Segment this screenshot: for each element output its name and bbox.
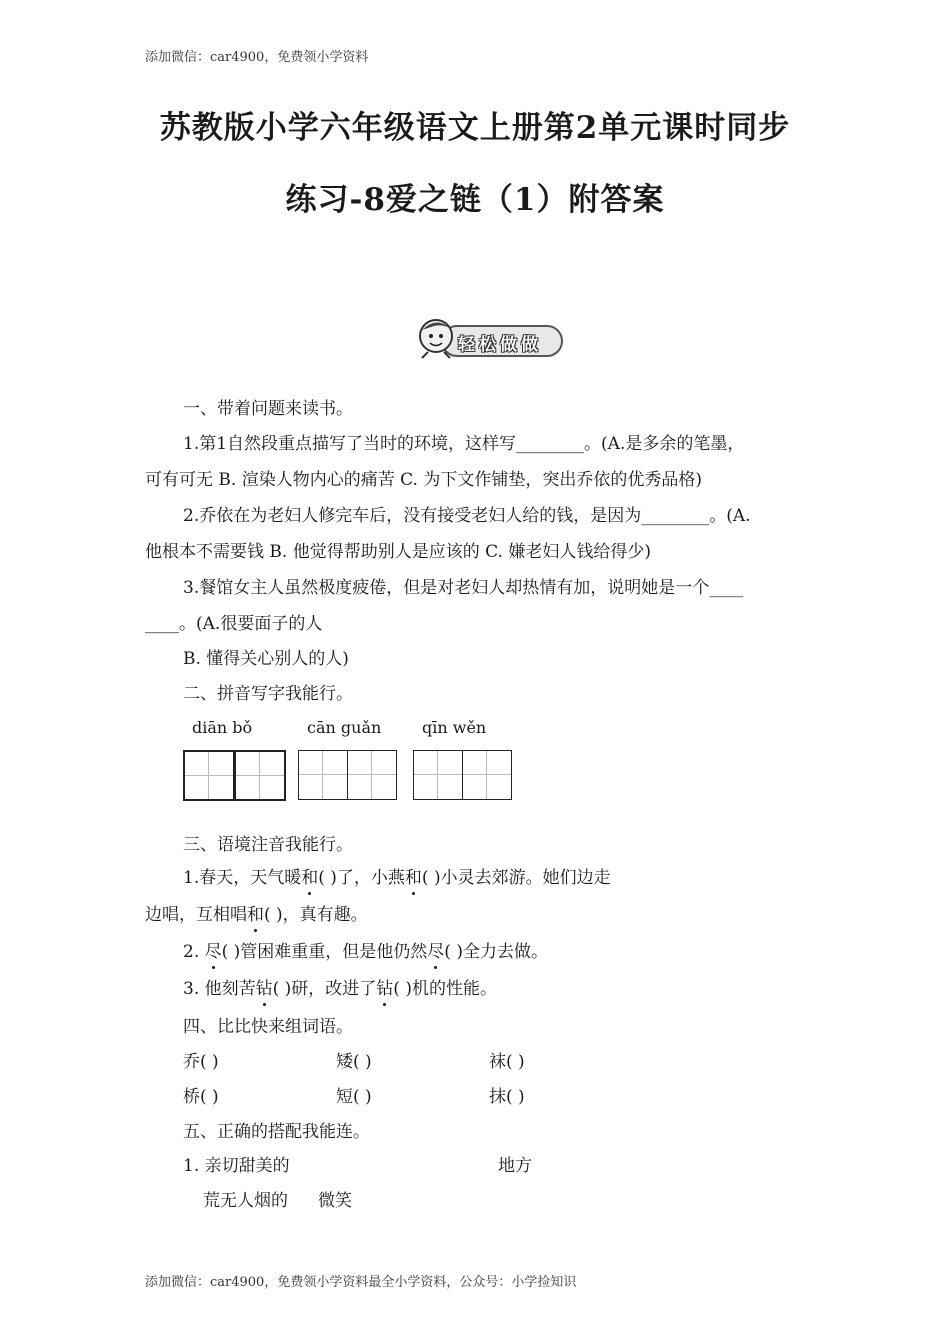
writing-grid-3: [413, 750, 512, 800]
word-item: 桥( ): [183, 1087, 219, 1107]
dotted-char: 钻: [255, 979, 273, 999]
section-badge: [412, 316, 564, 360]
match-left-1[interactable]: 1. 亲切甜美的: [183, 1156, 290, 1176]
match-left-2[interactable]: 荒无人烟的: [203, 1191, 288, 1211]
match-right-1[interactable]: 地方: [498, 1156, 532, 1176]
section1-heading: 一、带着问题来读书。: [183, 399, 353, 419]
writing-grid-2: [298, 750, 397, 800]
word-item: 矮( ): [336, 1052, 372, 1072]
s3-sentence3: 3. 他刻苦钻( )研，改进了钻( )机的性能。: [183, 979, 497, 999]
dotted-char: 尽: [204, 942, 222, 962]
section4-heading: 四、比比快来组词语。: [183, 1017, 353, 1037]
badge-label: 轻松做做: [458, 335, 542, 355]
word-item: 袜( ): [489, 1052, 525, 1072]
section3-heading: 三、语境注音我能行。: [183, 835, 353, 855]
section5-heading: 五、正确的搭配我能连。: [183, 1122, 370, 1142]
q1-line1: 1.第1自然段重点描写了当时的环境，这样写________。(A.是多余的笔墨，: [183, 434, 745, 454]
writing-grid-1: [183, 750, 286, 801]
s3-sentence1: 1.春天，天气暖和( )了，小燕和( )小灵去郊游。她们边走: [183, 868, 611, 888]
pinyin-1: diān bǒ: [192, 718, 253, 737]
match-right-2[interactable]: 微笑: [318, 1191, 352, 1211]
writing-cell[interactable]: [234, 750, 286, 801]
dotted-char: 和: [404, 868, 422, 888]
word-item: 抹( ): [489, 1087, 525, 1107]
s3-sentence1-cont: 边唱，互相唱和( )，真有趣。: [145, 905, 368, 925]
q3-line3: B. 懂得关心别人的人): [183, 649, 349, 669]
page-title-line1: 苏教版小学六年级语文上册第2单元课时同步: [159, 110, 791, 146]
q3-line2: ____。(A.很要面子的人: [145, 614, 323, 634]
q2-line1: 2.乔依在为老妇人修完车后，没有接受老妇人给的钱，是因为________。(A.: [183, 506, 751, 526]
dotted-char: 尽: [427, 942, 445, 962]
writing-cell[interactable]: [347, 750, 397, 800]
writing-cell[interactable]: [298, 750, 348, 800]
header-note: 添加微信：car4900，免费领小学资料: [145, 50, 369, 65]
section2-heading: 二、拼音写字我能行。: [183, 684, 353, 704]
page-title-line2: 练习-8爱之链（1）附答案: [285, 182, 665, 218]
dotted-char: 钻: [376, 979, 394, 999]
writing-cell[interactable]: [183, 750, 235, 801]
q2-line2: 他根本不需要钱 B. 他觉得帮助别人是应该的 C. 嫌老妇人钱给得少): [145, 542, 651, 562]
footer-note: 添加微信：car4900，免费领小学资料最全小学资料，公众号：小学捡知识: [145, 1275, 577, 1290]
q1-line2: 可有可无 B. 渲染人物内心的痛苦 C. 为下文作铺垫，突出乔依的优秀品格): [145, 470, 702, 490]
writing-cell[interactable]: [413, 750, 463, 800]
pinyin-3: qīn wěn: [422, 718, 487, 737]
word-item: 短( ): [336, 1087, 372, 1107]
dotted-char: 和: [247, 905, 264, 925]
word-item: 乔( ): [183, 1052, 219, 1072]
s3-sentence2: 2. 尽( )管困难重重，但是他仍然尽( )全力去做。: [183, 942, 548, 962]
writing-cell[interactable]: [462, 750, 512, 800]
q3-line1: 3.餐馆女主人虽然极度疲倦，但是对老妇人却热情有加，说明她是一个____: [183, 578, 744, 598]
dotted-char: 和: [301, 868, 319, 888]
pinyin-2: cān guǎn: [307, 718, 382, 737]
